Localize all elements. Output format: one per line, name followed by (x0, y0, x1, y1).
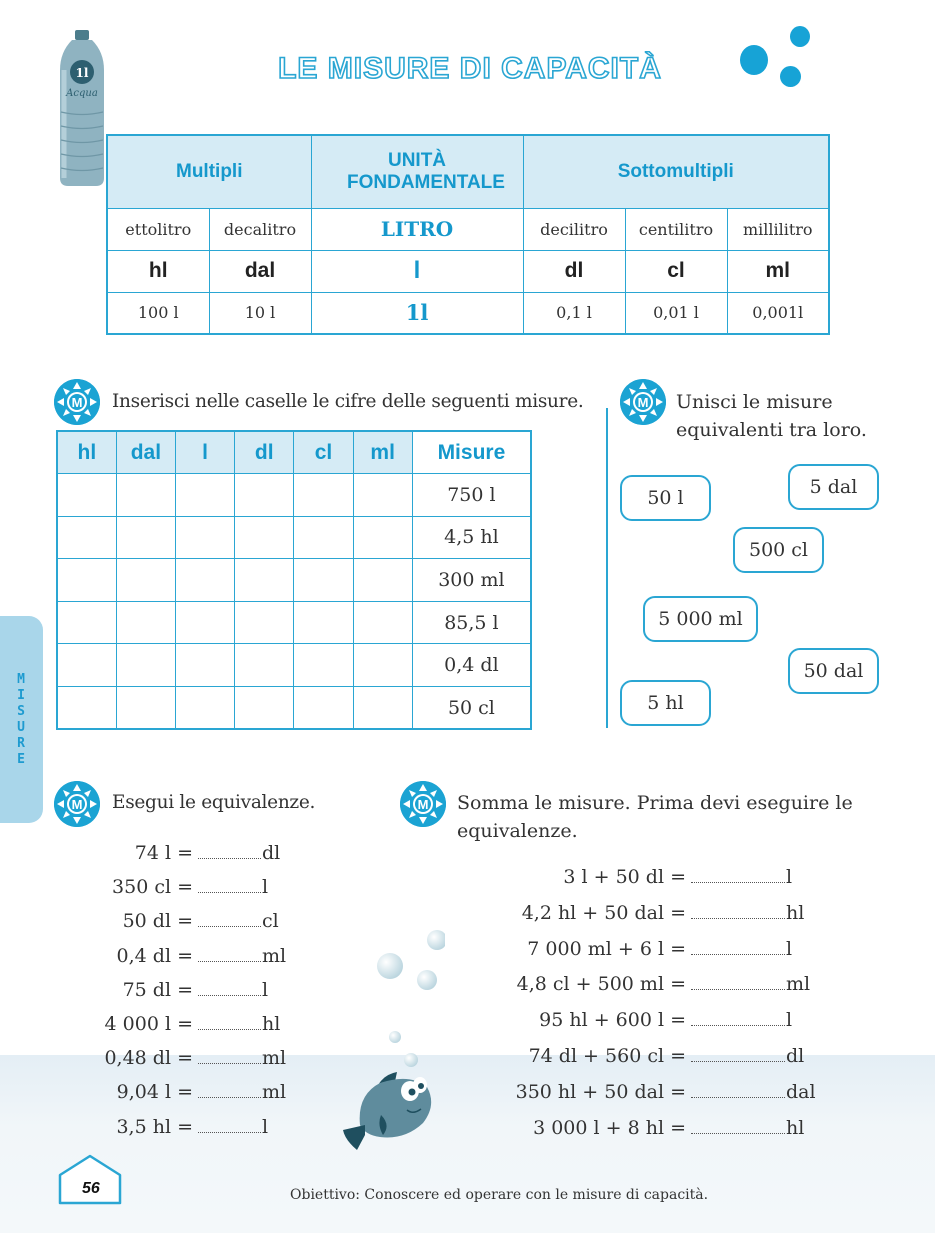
answer-unit: l (262, 1115, 269, 1138)
unit-value-cell: 0,001l (727, 292, 829, 334)
bubble-icon (377, 953, 403, 979)
page-title: LE MISURE DI CAPACITÀ (278, 52, 662, 85)
answer-unit: ml (786, 973, 811, 996)
exercise2-instruction (676, 388, 867, 444)
column-header-misure: Misure (412, 431, 531, 474)
measure-value: 4,5 hl (412, 516, 531, 559)
answer-unit: hl (786, 1116, 805, 1139)
digit-cell[interactable] (176, 644, 235, 687)
digit-cell[interactable] (353, 687, 412, 730)
unit-symbol-cell: hl (107, 250, 209, 292)
answer-blank[interactable] (691, 941, 785, 955)
table-row (57, 559, 531, 602)
digit-cell[interactable] (353, 559, 412, 602)
exercise1-instruction: Inserisci nelle caselle le cifre delle seguenti misure. (112, 391, 584, 412)
exercise2-instruction-line1: Unisci le misure (676, 391, 833, 413)
exercise4-instruction (457, 789, 853, 845)
measure-value: 85,5 l (412, 601, 531, 644)
equivalence-row (60, 1013, 280, 1035)
sum-expression: 3 000 l + 8 hl = (533, 1116, 686, 1139)
section-divider (606, 408, 608, 728)
exercise2-instruction-line2: equivalenti tra loro. (676, 419, 867, 441)
answer-unit: dl (262, 842, 281, 864)
sum-expression: 4,2 hl + 50 dal = (521, 901, 686, 924)
table-row (57, 474, 531, 517)
digit-cell[interactable] (294, 559, 353, 602)
column-header-ml: ml (353, 431, 412, 474)
answer-unit: l (786, 1009, 793, 1032)
group-header-sottomultipli: Sottomultipli (523, 135, 829, 208)
water-drop-icon (790, 26, 810, 47)
answer-unit: cl (262, 910, 279, 933)
unit-value-cell: 10 l (209, 292, 311, 334)
answer-blank[interactable] (691, 1120, 785, 1134)
answer-blank[interactable] (198, 913, 261, 927)
bubble-icon (389, 1031, 401, 1043)
equivalence-expression: 0,4 dl = (116, 944, 193, 967)
unit-value-cell: 1l (311, 292, 523, 334)
bottle-brand-label: Acqua (66, 88, 98, 99)
digit-cell[interactable] (57, 687, 116, 730)
answer-blank[interactable] (198, 982, 261, 996)
digit-cell[interactable] (57, 601, 116, 644)
answer-blank[interactable] (198, 1050, 261, 1064)
math-badge-icon (400, 781, 446, 827)
digit-cell[interactable] (294, 474, 353, 517)
sum-expression: 95 hl + 600 l = (539, 1009, 686, 1032)
equivalence-row (60, 842, 280, 864)
unit-name-cell: decilitro (523, 208, 625, 250)
measure-value: 50 cl (412, 687, 531, 730)
unit-value-cell: 0,01 l (625, 292, 727, 334)
measure-pill[interactable]: 50 dal (788, 648, 879, 694)
digit-cell[interactable] (57, 516, 116, 559)
digit-cell[interactable] (235, 474, 294, 517)
answer-unit: ml (262, 944, 287, 967)
digit-cell[interactable] (294, 687, 353, 730)
bubble-icon (404, 1053, 418, 1067)
measure-value: 0,4 dl (412, 644, 531, 687)
equivalence-expression: 350 cl = (112, 876, 193, 899)
table-row (57, 644, 531, 687)
measure-pill[interactable]: 5 dal (788, 464, 879, 510)
unit-name-cell: centilitro (625, 208, 727, 250)
answer-blank[interactable] (198, 948, 261, 962)
table-row (57, 516, 531, 559)
digit-cell[interactable] (235, 516, 294, 559)
sum-expression: 7 000 ml + 6 l = (527, 937, 686, 960)
sum-expression: 3 l + 50 dl = (563, 866, 686, 888)
answer-unit: dal (786, 1080, 816, 1103)
group-header-multipli: Multipli (107, 135, 311, 208)
answer-blank[interactable] (198, 845, 261, 859)
digit-cell[interactable] (235, 559, 294, 602)
equivalence-row (60, 1081, 286, 1103)
answer-blank[interactable] (198, 1084, 261, 1098)
digit-cell[interactable] (176, 687, 235, 730)
measure-value: 300 ml (412, 559, 531, 602)
water-drop-icon (740, 45, 768, 75)
equivalence-row (60, 1116, 268, 1138)
fish-illustration (335, 925, 445, 1150)
digit-cell[interactable] (353, 601, 412, 644)
sum-row (460, 902, 804, 924)
answer-blank[interactable] (691, 1048, 785, 1062)
exercise4-instruction-line2: equivalenze. (457, 820, 578, 842)
column-header-hl: hl (57, 431, 116, 474)
measure-pill[interactable]: 500 cl (733, 527, 824, 573)
unit-symbol-cell: cl (625, 250, 727, 292)
digit-cell[interactable] (116, 601, 175, 644)
answer-blank[interactable] (691, 905, 785, 919)
equivalence-row (60, 979, 268, 1001)
digit-cell[interactable] (57, 474, 116, 517)
units-reference-table (106, 134, 830, 335)
answer-unit: l (262, 978, 269, 1001)
unit-value-cell: 0,1 l (523, 292, 625, 334)
answer-unit: l (786, 937, 793, 960)
measure-pill[interactable]: 5 hl (620, 680, 711, 726)
bubble-icon (417, 970, 437, 990)
equivalence-expression: 4 000 l = (104, 1013, 193, 1035)
measure-value: 750 l (412, 474, 531, 517)
digit-cell[interactable] (176, 559, 235, 602)
table-row (57, 687, 531, 730)
equivalence-expression: 3,5 hl = (116, 1115, 193, 1138)
digit-cell[interactable] (294, 516, 353, 559)
column-header-cl: cl (294, 431, 353, 474)
digit-cell[interactable] (235, 644, 294, 687)
answer-blank[interactable] (198, 1119, 261, 1133)
sum-expression: 4,8 cl + 500 ml = (516, 973, 686, 996)
answer-blank[interactable] (691, 1084, 785, 1098)
unit-symbol-cell: dal (209, 250, 311, 292)
digit-cell[interactable] (353, 644, 412, 687)
unit-value-cell: 100 l (107, 292, 209, 334)
side-tab-label: M I S U R E (17, 672, 25, 767)
answer-blank[interactable] (691, 976, 785, 990)
unit-name-cell: decalitro (209, 208, 311, 250)
unit-symbol-cell: ml (727, 250, 829, 292)
group-header-unita-fondamentale (311, 135, 523, 208)
unit-symbol-cell: dl (523, 250, 625, 292)
math-badge-icon (620, 379, 666, 425)
digit-cell[interactable] (57, 644, 116, 687)
sum-row (460, 973, 810, 995)
unit-name-cell: millilitro (727, 208, 829, 250)
unit-symbol-cell: l (311, 250, 523, 292)
bottle-label-top: 1l (75, 66, 89, 80)
sum-row (460, 866, 792, 888)
equivalence-expression: 74 l = (134, 842, 193, 864)
column-header-l: l (176, 431, 235, 474)
page-number: 56 (82, 1180, 100, 1197)
answer-unit: l (262, 876, 269, 899)
digit-cell[interactable] (294, 644, 353, 687)
equivalence-expression: 0,48 dl = (104, 1047, 193, 1070)
sum-expression: 74 dl + 560 cl = (528, 1045, 686, 1067)
water-drop-icon (780, 66, 801, 87)
digit-cell[interactable] (353, 474, 412, 517)
answer-blank[interactable] (198, 879, 261, 893)
exercise3-instruction: Esegui le equivalenze. (112, 792, 316, 813)
bubble-icon (427, 930, 445, 950)
sum-row (460, 1045, 804, 1067)
answer-blank[interactable] (691, 1012, 785, 1026)
equivalence-row (60, 945, 286, 967)
digit-cell[interactable] (176, 601, 235, 644)
equivalence-expression: 50 dl = (122, 910, 193, 933)
digit-cell[interactable] (294, 601, 353, 644)
digit-cell[interactable] (176, 516, 235, 559)
digit-cell[interactable] (116, 687, 175, 730)
digit-cell[interactable] (57, 559, 116, 602)
digit-cell[interactable] (176, 474, 235, 517)
answer-unit: ml (262, 1081, 287, 1104)
sum-expression: 350 hl + 50 dal = (515, 1080, 686, 1103)
digit-cell[interactable] (116, 559, 175, 602)
sum-row (460, 938, 792, 960)
digit-cell[interactable] (116, 644, 175, 687)
group-header-unita-text: UNITÀ FONDAMENTALE (347, 149, 505, 193)
answer-unit: dl (786, 1045, 805, 1067)
answer-unit: hl (262, 1013, 281, 1035)
measure-pill[interactable]: 5 000 ml (643, 596, 758, 642)
unit-name-cell: ettolitro (107, 208, 209, 250)
digit-cell[interactable] (235, 687, 294, 730)
equivalence-expression: 9,04 l = (116, 1081, 193, 1104)
digits-input-table (56, 430, 532, 730)
digit-cell[interactable] (116, 474, 175, 517)
equivalence-row (60, 1047, 286, 1069)
digit-cell[interactable] (353, 516, 412, 559)
sum-row (460, 1117, 804, 1139)
equivalence-row (60, 876, 268, 898)
digit-cell[interactable] (116, 516, 175, 559)
math-badge-icon (54, 781, 100, 827)
column-header-dal: dal (116, 431, 175, 474)
exercise4-instruction-line1: Somma le misure. Prima devi eseguire le (457, 792, 853, 814)
answer-blank[interactable] (691, 869, 785, 883)
equivalence-expression: 75 dl = (122, 978, 193, 1001)
column-header-dl: dl (235, 431, 294, 474)
measure-pill[interactable]: 50 l (620, 475, 711, 521)
answer-unit: hl (786, 901, 805, 924)
sum-row (460, 1081, 816, 1103)
math-badge-icon (54, 379, 100, 425)
table-row (57, 601, 531, 644)
unit-name-cell: LITRO (311, 208, 523, 250)
answer-unit: ml (262, 1047, 287, 1070)
equivalence-row (60, 910, 279, 932)
sum-row (460, 1009, 792, 1031)
learning-objective: Obiettivo: Conoscere ed operare con le misure di capacità. (290, 1187, 709, 1203)
answer-unit: l (786, 866, 793, 888)
answer-blank[interactable] (198, 1016, 261, 1030)
digit-cell[interactable] (235, 601, 294, 644)
